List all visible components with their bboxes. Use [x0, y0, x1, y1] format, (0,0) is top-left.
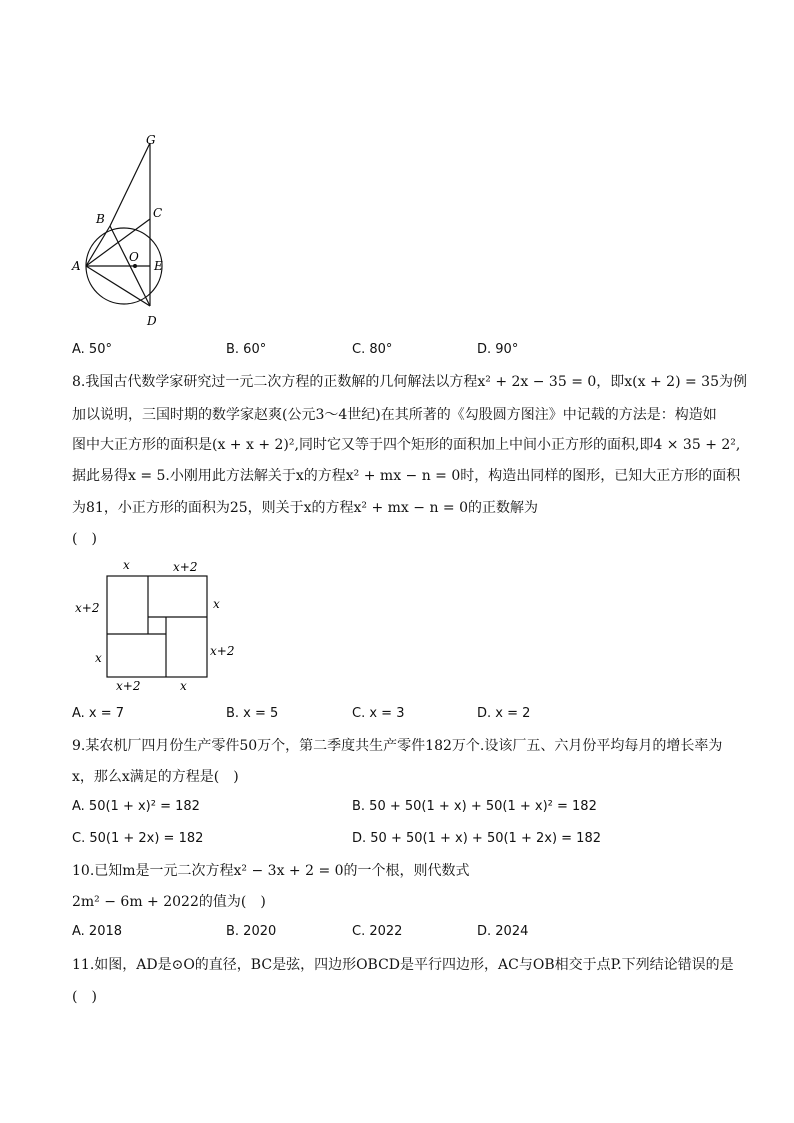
- q10-option-b[interactable]: B. 2020: [226, 924, 277, 939]
- q8-line-1: 8.我国古代数学家研究过一元二次方程的正数解的几何解法以方程x² + 2x − 35 = 0，即x(x + 2) = 35为例: [72, 374, 747, 390]
- label-bottom-right: x: [180, 679, 187, 693]
- line-ab: [86, 226, 110, 266]
- q7-option-d[interactable]: D. 90°: [477, 342, 519, 357]
- q7-option-c[interactable]: C. 80°: [352, 342, 393, 357]
- q10-option-c[interactable]: C. 2022: [352, 924, 403, 939]
- center-dot: [133, 264, 137, 268]
- q7-option-a[interactable]: A. 50°: [72, 342, 112, 357]
- q8-line-4: 据此易得x = 5.小刚用此方法解关于x的方程x² + mx − n = 0时，构造出同样的图形，已知大正方形的面积: [72, 468, 741, 484]
- big-square: [107, 576, 207, 677]
- q8-square-figure: [70, 556, 250, 696]
- q9-line-1: 9.某农机厂四月份生产零件50万个，第二季度共生产零件182万个.设该厂五、六月份平均每月的增长率为: [72, 738, 723, 754]
- q9-option-d[interactable]: D. 50 + 50(1 + x) + 50(1 + 2x) = 182: [352, 831, 601, 846]
- q8-line-6: ( ): [72, 531, 97, 547]
- q10-line-1: 10.已知m是一元二次方程x² − 3x + 2 = 0的一个根，则代数式: [72, 863, 470, 879]
- q8-option-c[interactable]: C. x = 3: [352, 706, 405, 721]
- q10-line-2: 2m² − 6m + 2022的值为( ): [72, 894, 266, 910]
- q8-line-3: 图中大正方形的面积是(x + x + 2)²,同时它又等于四个矩形的面积加上中间小正方形的面积,即4 × 35 + 2²,: [72, 437, 741, 453]
- q8-option-d[interactable]: D. x = 2: [477, 706, 531, 721]
- label-e: E: [154, 259, 163, 273]
- label-top-left: x: [123, 558, 130, 572]
- q9-option-b[interactable]: B. 50 + 50(1 + x) + 50(1 + x)² = 182: [352, 799, 597, 814]
- q7-option-b[interactable]: B. 60°: [226, 342, 267, 357]
- q8-line-2: 加以说明，三国时期的数学家赵爽(公元3～4世纪)在其所著的《勾股圆方图注》中记载的方法是：构造如: [72, 407, 717, 423]
- label-a: A: [72, 259, 81, 273]
- q11-line-1: 11.如图，AD是⊙O的直径，BC是弦，四边形OBCD是平行四边形，AC与OB相交于点P.下列结论错误的是: [72, 957, 734, 973]
- q8-line-5: 为81，小正方形的面积为25，则关于x的方程x² + mx − n = 0的正数解为: [72, 500, 539, 516]
- label-c: C: [153, 206, 163, 220]
- label-top-right: x+2: [173, 560, 198, 574]
- label-o: O: [129, 250, 139, 264]
- q10-option-a[interactable]: A. 2018: [72, 924, 123, 939]
- q8-option-b[interactable]: B. x = 5: [226, 706, 279, 721]
- q8-option-a[interactable]: A. x = 7: [72, 706, 125, 721]
- label-right-top: x: [213, 597, 220, 611]
- label-g: G: [146, 133, 156, 147]
- line-bg: [110, 143, 150, 226]
- q7-circle-figure: [60, 128, 190, 333]
- q11-line-2: ( ): [72, 989, 97, 1005]
- q10-option-d[interactable]: D. 2024: [477, 924, 529, 939]
- label-b: B: [96, 212, 105, 226]
- q9-option-c[interactable]: C. 50(1 + 2x) = 182: [72, 831, 204, 846]
- label-bottom-left: x+2: [116, 679, 141, 693]
- label-right-bottom: x+2: [210, 644, 235, 658]
- label-left-top: x+2: [75, 601, 100, 615]
- label-left-bottom: x: [95, 651, 102, 665]
- label-d: D: [147, 314, 157, 328]
- q9-option-a[interactable]: A. 50(1 + x)² = 182: [72, 799, 200, 814]
- q9-line-2: x，那么x满足的方程是( ): [72, 769, 239, 785]
